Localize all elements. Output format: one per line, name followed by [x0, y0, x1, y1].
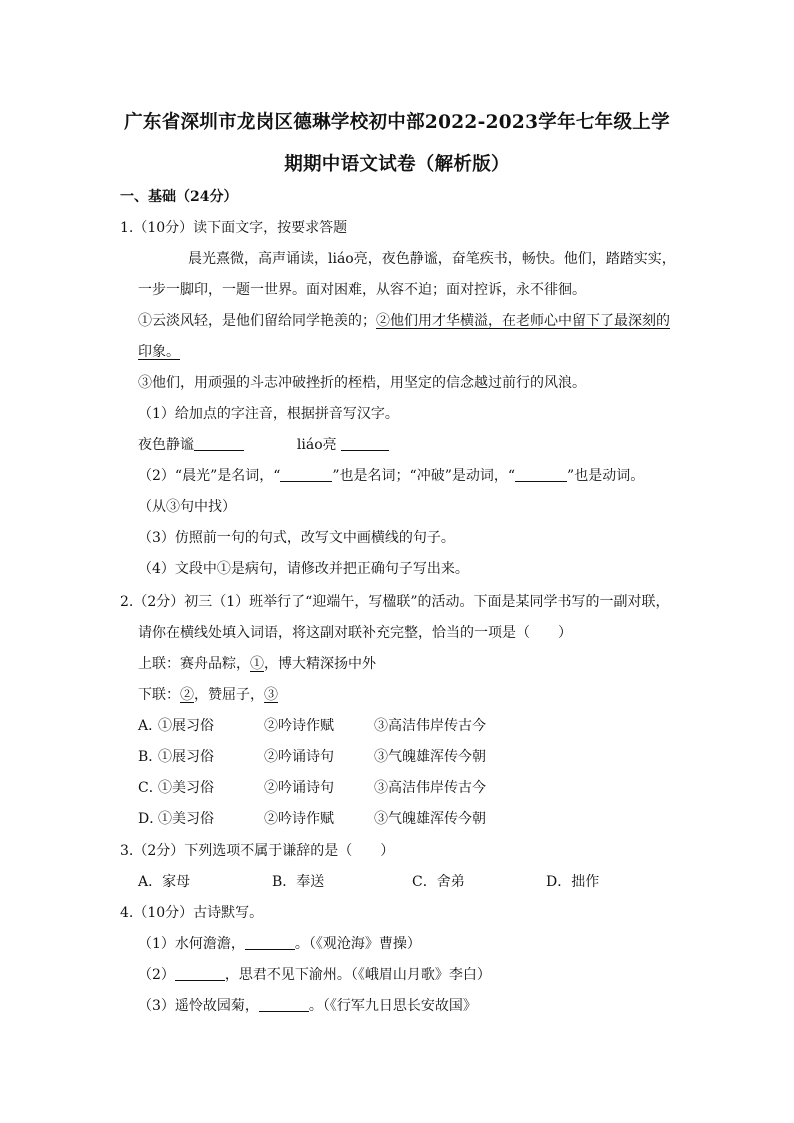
- q2-option-b-1: ①展习俗: [158, 749, 214, 765]
- q1-sub2-blank1[interactable]: [280, 467, 332, 482]
- q1-sub2-blank2[interactable]: [515, 467, 567, 482]
- q1-sub1: （1）给加点的字注音，根据拼音写汉字。: [138, 406, 399, 422]
- q1-fill1-blank[interactable]: [194, 436, 244, 451]
- q1-passage-line2: 一步一脚印，一题一世界。面对困难，从容不迫；面对控诉，永不徘徊。: [138, 282, 586, 298]
- q2-option-d-letter: D．: [138, 811, 164, 827]
- q1-sub2-part-c: ”也是动词。: [567, 468, 645, 484]
- q2-upper-prefix: 上联：赛舟品粽，: [138, 656, 250, 672]
- q3-option-b[interactable]: B．奉送: [272, 874, 325, 890]
- q3-stem: 3.（2分）下列选项不属于谦辞的是（ ）: [120, 843, 395, 859]
- q2-lower-mark1: ②: [180, 687, 194, 703]
- q4-line3-suffix: 。（《行军九日思长安故国》: [308, 998, 477, 1014]
- q3-option-d[interactable]: D．拙作: [546, 874, 600, 890]
- q4-line1: [138, 934, 421, 954]
- q2-option-b-2: ②吟诵诗句: [264, 749, 334, 765]
- q4-line2: [138, 965, 491, 985]
- q2-option-c-3: ③高洁伟岸传古今: [374, 780, 486, 796]
- q1-sub2-part-a: （2）“晨光”是名词，“: [138, 468, 281, 484]
- q1-stem: 1.（10分）读下面文字，按要求答题: [120, 220, 348, 236]
- q1-fill2-word: liáo亮: [296, 437, 337, 453]
- q1-sub2-part-b: ”也是名词；“冲破”是动词，“: [332, 468, 516, 484]
- q1-sentence-2-end: 印象。: [138, 344, 180, 360]
- q1-sub2-line2: （从③句中找）: [138, 499, 236, 515]
- q1-fill-row: [138, 435, 389, 455]
- q1-sentence-1: ①云淡风轻，是他们留给同学艳羡的；: [138, 313, 376, 329]
- q4-line2-prefix: （2）: [138, 967, 175, 983]
- q4-line1-prefix: （1）水何澹澹，: [138, 936, 245, 952]
- q2-stem-line2: 请你在横线处填入词语，将这副对联补充完整，恰当的一项是（ ）: [138, 625, 572, 641]
- q4-line3: [138, 996, 477, 1016]
- q1-fill1-word: 夜色静谧: [138, 437, 194, 453]
- q2-lower-prefix: 下联：: [138, 687, 180, 703]
- q1-passage-line1: 晨光熹微，高声诵读，liáo亮，夜色静谧，奋笔疾书，畅快。他们，踏踏实实，: [188, 251, 676, 267]
- q1-sub2: [138, 466, 644, 486]
- q4-line3-blank[interactable]: [259, 997, 309, 1012]
- q4-line1-suffix: 。（《观沧海》曹操）: [294, 936, 421, 952]
- q2-option-a-letter: A．: [138, 718, 163, 734]
- q2-option-b-letter: B．: [138, 749, 163, 765]
- q3-option-a[interactable]: A．家母: [138, 874, 191, 890]
- q4-line2-blank[interactable]: [175, 966, 225, 981]
- q2-option-c-letter: C．: [138, 780, 163, 796]
- q4-line1-blank[interactable]: [245, 935, 295, 950]
- q2-option-d-2: ②吟诗作赋: [264, 811, 334, 827]
- q4-line2-suffix: ，思君不见下渝州。（《峨眉山月歌》李白）: [224, 967, 491, 983]
- q4-line3-prefix: （3）遥怜故园菊，: [138, 998, 259, 1014]
- q2-option-d-3: ③气魄雄浑传今朝: [374, 811, 486, 827]
- section-heading: 一、基础（24分）: [120, 189, 238, 205]
- page-title-line-2: 期期中语文试卷（解析版）: [284, 154, 510, 175]
- q3-option-c[interactable]: C．舍弟: [412, 874, 465, 890]
- q1-fill2-blank[interactable]: [341, 436, 389, 451]
- q1-sentence-row: [138, 311, 670, 331]
- q2-option-a-2: ②吟诗作赋: [264, 718, 334, 734]
- q1-sentence-3: ③他们，用顽强的斗志冲破挫折的桎梏，用坚定的信念越过前行的风浪。: [138, 375, 586, 391]
- q2-option-d-1: ①美习俗: [158, 811, 214, 827]
- q2-upper-couplet: [138, 654, 376, 674]
- q2-upper-mark: ①: [250, 656, 264, 672]
- q2-option-a-3: ③高洁伟岸传古今: [374, 718, 486, 734]
- page-title-line-1: 广东省深圳市龙岗区德琳学校初中部2022-2023学年七年级上学: [124, 112, 670, 133]
- q2-stem-line1: 2.（2分）初三（1）班举行了“迎端午，写楹联”的活动。下面是某同学书写的一副对联，: [120, 594, 670, 610]
- q2-lower-couplet: [138, 685, 278, 705]
- q2-option-b-3: ③气魄雄浑传今朝: [374, 749, 486, 765]
- q2-option-c-1: ①美习俗: [158, 780, 214, 796]
- q1-sub4: （4）文段中①是病句，请修改并把正确句子写出来。: [138, 561, 469, 577]
- q1-sub3: （3）仿照前一句的句式，改写文中画横线的句子。: [138, 530, 455, 546]
- q2-option-c-2: ②吟诵诗句: [264, 780, 334, 796]
- q2-lower-middle: ，赞屈子，: [194, 687, 264, 703]
- q2-lower-mark2: ③: [264, 687, 278, 703]
- q4-stem: 4.（10分）古诗默写。: [120, 905, 264, 921]
- q2-option-a-1: ①展习俗: [158, 718, 214, 734]
- q2-upper-suffix: ，博大精深扬中外: [264, 656, 376, 672]
- q1-sentence-2-underlined: ②他们用才华横溢，在老师心中留下了最深刻的: [376, 313, 670, 329]
